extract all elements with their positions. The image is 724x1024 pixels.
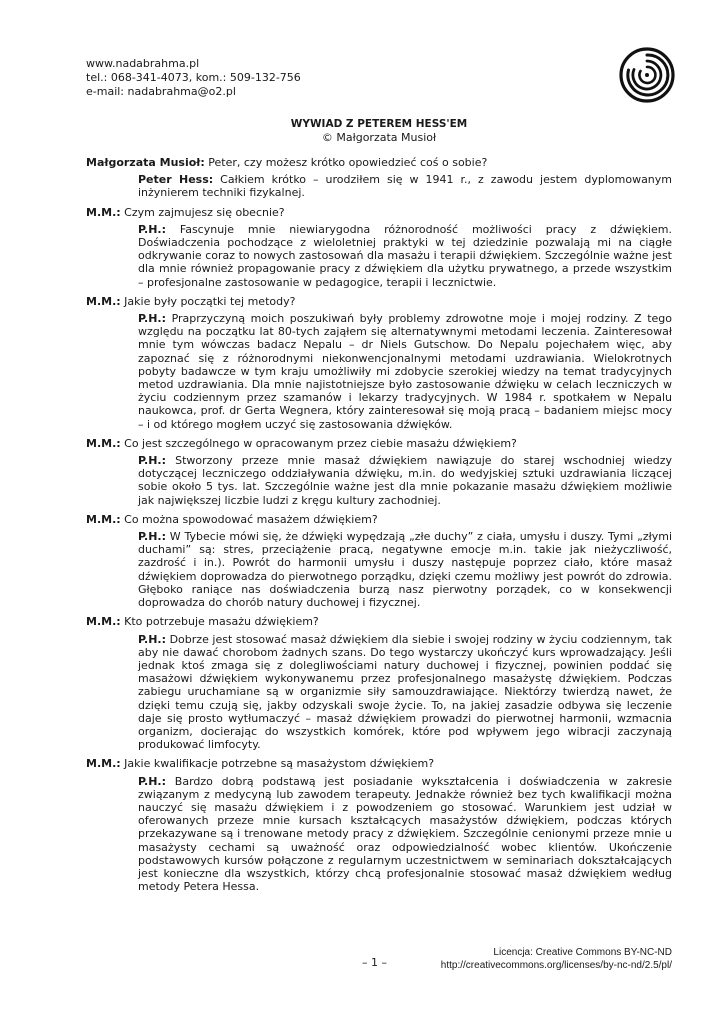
question bbox=[86, 437, 672, 450]
question bbox=[86, 206, 672, 219]
license-url[interactable]: http://creativecommons.org/licenses/by-nc-nd/2.5/pl/ bbox=[440, 960, 672, 971]
question-speaker: M.M.: bbox=[86, 205, 121, 219]
website-text[interactable]: www.nadabrahma.pl bbox=[86, 57, 200, 70]
question bbox=[86, 757, 672, 770]
answer-speaker: P.H.: bbox=[138, 222, 167, 236]
license-block bbox=[441, 946, 672, 972]
question bbox=[86, 156, 672, 169]
interview-body bbox=[86, 156, 672, 899]
answer-text: Całkiem krótko – urodziłem się w 1941 r., z zawodu jestem dyplomowanym inżynierem techniki fizykalnej. bbox=[138, 173, 673, 200]
answer-speaker: Peter Hess: bbox=[138, 173, 214, 187]
contact-block bbox=[86, 57, 301, 99]
title-block bbox=[86, 118, 672, 145]
answer bbox=[138, 173, 672, 199]
answer-speaker: P.H.: bbox=[138, 454, 167, 468]
answer-text: Dobrze jest stosować masaż dźwiękiem dla siebie i swojej rodziny w życiu codziennym, tak aby nie dawać chorobom żadnych szans. Do tego wystarczy ukończyć kurs wprowadzający. Jeśli jednak ktoś zmaga się z dolegliwościami natury duchowej i fizycznej, powinien poddać się masażowi dźwiękiem wykonywanemu przez profesjonalnego masażystę dźwiękiem. Podczas zabiegu uruchamiane są w organizmie siły samouzdrawiające. Niektórzy twierdzą nawet, że dzięki temu czują się, jakby odzyskali swoje życie. To, na jakiej zasadzie odbywa się leczenie daje się prosto wytłumaczyć – masaż dźwiękiem prowadzi do pierwotnej harmonii, wzmacnia organizm, docierając do wszystkich komórek, które pod wpływem jego wibracji zaczynają produkować limfocyty. bbox=[138, 632, 672, 752]
answer bbox=[138, 775, 672, 894]
answer bbox=[138, 530, 672, 609]
question bbox=[86, 513, 672, 526]
question bbox=[86, 615, 672, 628]
answer bbox=[138, 312, 672, 431]
license-title: Licencja: Creative Commons BY-NC-ND bbox=[493, 947, 672, 958]
question-text: Czym zajmujesz się obecnie? bbox=[120, 205, 285, 219]
question-text: Peter, czy możesz krótko opowiedzieć coś o sobie? bbox=[204, 156, 488, 169]
question-text: Co można spowodować masażem dźwiękiem? bbox=[120, 512, 378, 526]
answer-text: Praprzyczyną moich poszukiwań były problemy zdrowotne moje i mojej rodziny. Z tego względu na początku lat 80-tych zająłem się alternatywnymi metodami leczenia. Zainteresował mnie tym wówczas badacz Nepalu – dr Niels Gutschow. Do Nepalu pojechałem więc, aby zapoznać się z różnorodnymi niekonwencjonalnymi metodami uzdrawiania. Wielokrotnych pobyty badawcze w tym kraju umożliwiły mi zdobycie szerokiej wiedzy na temat tradycyjnych metod uzdrawiania. Dla mnie najistotniejsze było zastosowanie dźwięku w celach leczniczych w życiu codziennym przez szamanów i lekarzy tradycyjnych. W 1984 r. spotkałem w Nepalu naukowca, prof. dr Gerta Wegnera, który zainteresował się moją pracą – badaniem miejsc mocy – i od którego mogłem uczyć się zastosowania dźwięków. bbox=[138, 312, 672, 431]
question-text: Kto potrzebuje masażu dźwiękiem? bbox=[120, 615, 319, 629]
question-speaker: M.M.: bbox=[86, 436, 121, 450]
question-speaker: M.M.: bbox=[86, 615, 121, 629]
answer-speaker: P.H.: bbox=[138, 632, 167, 646]
answer-text: W Tybecie mówi się, że dźwięki wypędzają „złe duchy” z ciała, umysłu i duszy. Tymi „złymi duchami” są: stres, przeciążenie pracą, negatywne emocje m.in. takie jak nieżyczliwość, zazdrość i in.). Powrót do harmonii umysłu i duszy następuje poprzez ciało, które masaż dźwiękiem doprowadza do pierwotnego porządku, dzięki czemu możliwy jest powrót do zdrowia. Głęboko raniące nas doświadczenia burzą nasz pierwotny porządek, co w konsekwencji doprowadza do chorób natury duchowej i fizycznej. bbox=[138, 530, 672, 610]
answer-speaker: P.H.: bbox=[138, 530, 167, 544]
answer bbox=[138, 454, 672, 507]
answer-speaker: P.H.: bbox=[138, 774, 167, 788]
answer-text: Stworzony przeze mnie masaż dźwiękiem nawiązuje do starej wschodniej wiedzy dotyczącej leczniczego oddziaływania dźwięku, m.in. do wedyjskiej sztuki uzdrawiania liczącej sobie około 5 tys. lat. Szczególnie ważne jest dla mnie pokazanie masażu dźwiękiem możliwie jak największej liczbie ludzi z kręgu kultury zachodniej. bbox=[138, 454, 672, 507]
question-text: Co jest szczególnego w opracowanym przez ciebie masażu dźwiękiem? bbox=[120, 436, 517, 450]
page-number: – 1 – bbox=[362, 956, 387, 969]
question-text: Jakie kwalifikacje potrzebne są masażystom dźwiękiem? bbox=[120, 757, 435, 771]
answer-text: Fascynuje mnie niewiarygodna różnorodność możliwości pracy z dźwiękiem. Doświadczenia pochodzące z wieloletniej praktyki w tej dziedzinie pozwalają mi na ciągłe odkrywanie coraz to nowych zastosowań dla masażu i terapii dźwiękiem. Szczególnie ważne jest dla mnie również propagowanie pracy z dźwiękiem dla użytku prywatnego, a przede wszystkim – profesjonalne zastosowanie w pedagogice, terapii i lecznictwie. bbox=[138, 222, 672, 289]
answer-speaker: P.H.: bbox=[138, 312, 167, 326]
question-speaker: M.M.: bbox=[86, 294, 121, 308]
email-text[interactable]: e-mail: nadabrahma@o2.pl bbox=[86, 85, 236, 98]
answer bbox=[138, 223, 672, 289]
question-speaker: Małgorzata Musioł: bbox=[86, 156, 205, 169]
question-speaker: M.M.: bbox=[86, 757, 121, 771]
phone-text: tel.: 068-341-4073, kom.: 509-132-756 bbox=[86, 71, 301, 84]
spiral-logo-icon bbox=[618, 46, 676, 104]
question-speaker: M.M.: bbox=[86, 512, 121, 526]
question bbox=[86, 295, 672, 308]
question-text: Jakie były początki tej metody? bbox=[120, 294, 296, 308]
author-line: © Małgorzata Musioł bbox=[321, 131, 437, 144]
document-title: WYWIAD Z PETEREM HESS'EM bbox=[290, 118, 468, 130]
answer-text: Bardzo dobrą podstawą jest posiadanie wykształcenia i doświadczenia w zakresie związanym z medycyną lub zawodem terapeuty. Jednakże również bez tych kwalifikacji można nauczyć się masażu dźwiękiem i z powodzeniem go stosować. Warunkiem jest udział w oferowanych przeze mnie kursach kształcących masażystów dźwiękiem, podczas których przekazywane są i trenowane metody pracy z dźwiękiem. Szczególnie cenionymi przeze mnie u masażysty cechami są uważność oraz odpowiedzialność wobec klientów. Ukończenie podstawowych kursów połączone z regularnym uczestnictwem w seminariach dokształcających jest konieczne dla wszystkich, którzy chcą profesjonalnie stosować masaż dźwiękiem według metody Petera Hessa. bbox=[138, 774, 672, 894]
answer bbox=[138, 633, 672, 752]
